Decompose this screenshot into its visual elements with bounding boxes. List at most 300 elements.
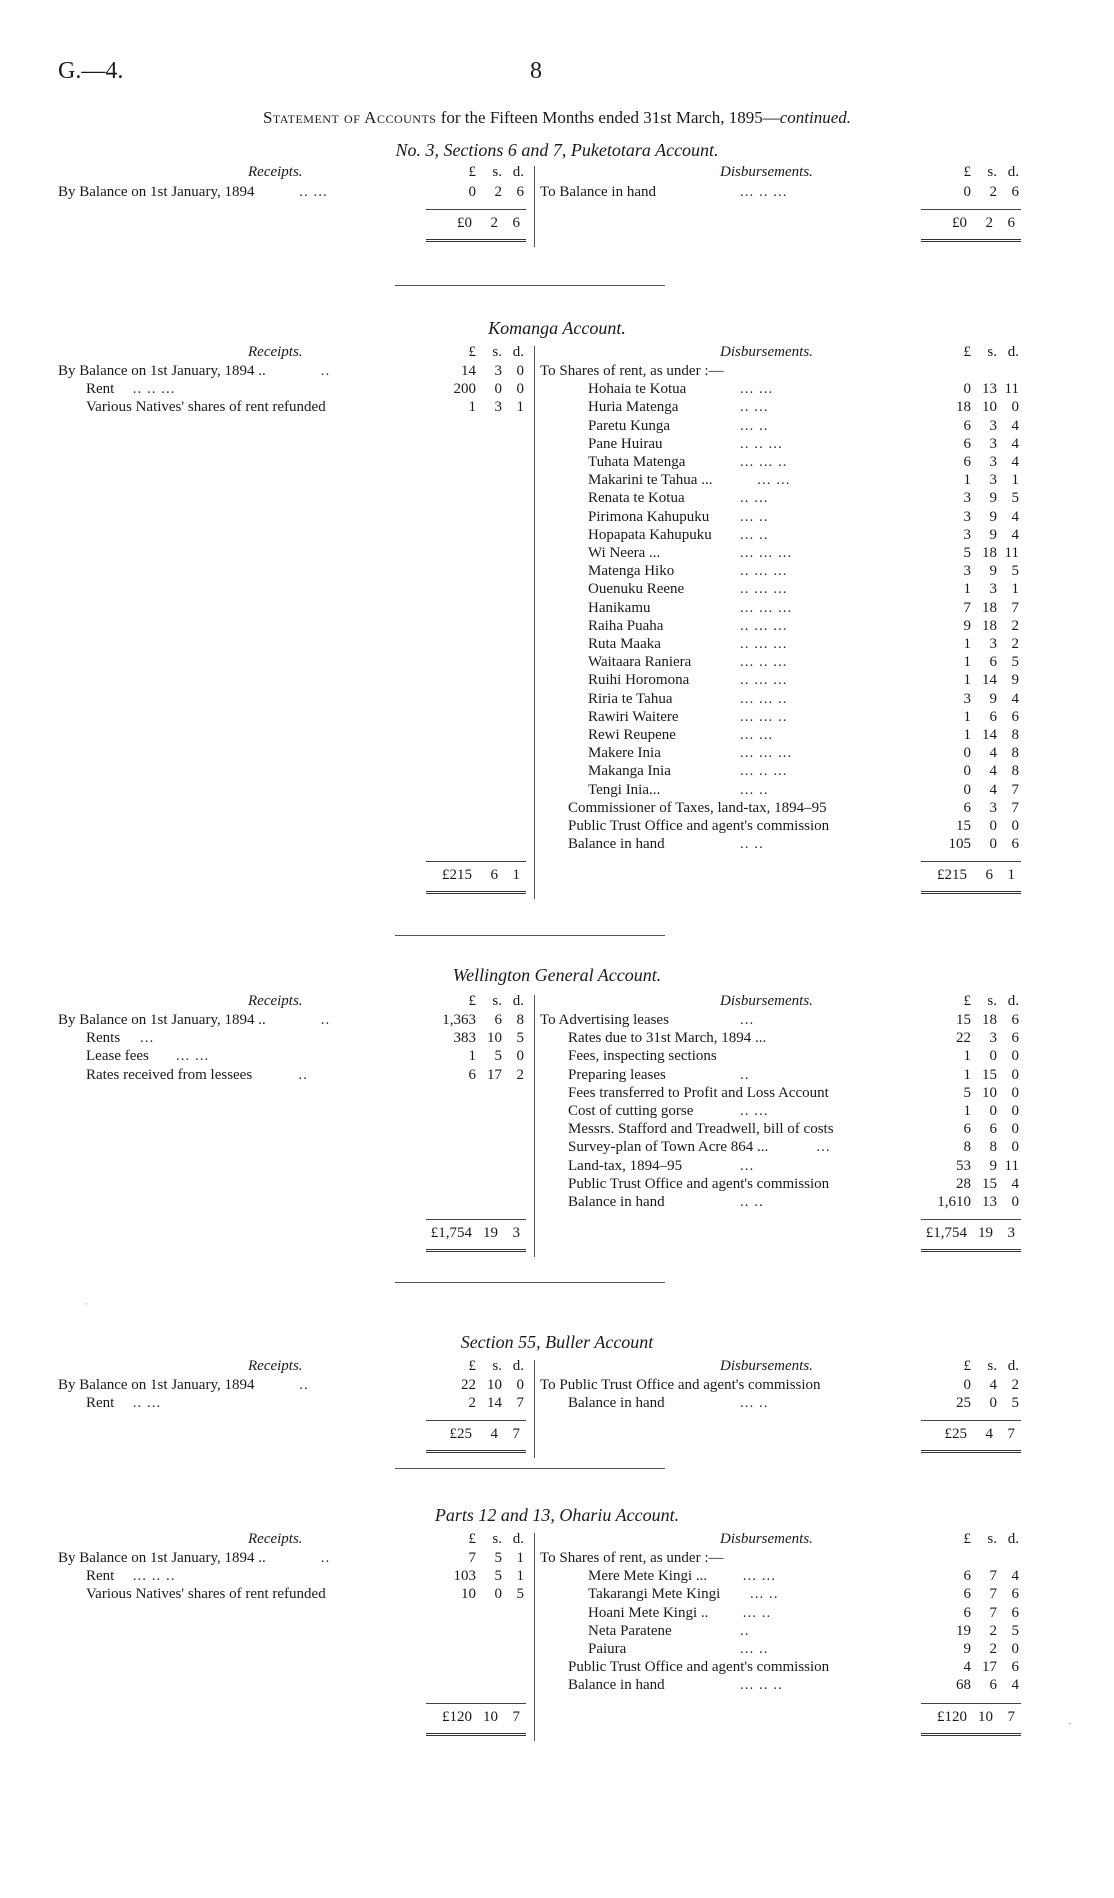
disbursement-pounds: 1: [963, 672, 971, 689]
leader-dots: ... ... ..: [740, 690, 788, 707]
disbursement-amount: [927, 1011, 1019, 1029]
disbursement-label: Hanikamu: [588, 599, 651, 616]
disbursement-shillings: 3: [989, 417, 997, 434]
disbursement-amount: [927, 690, 1019, 708]
receipt-pence: 1: [516, 399, 524, 416]
document-reference: G.—4.: [58, 58, 124, 84]
receipts-heading: Receipts.: [248, 1358, 303, 1374]
disbursement-amount: [927, 1175, 1019, 1193]
disbursement-shillings: 17: [982, 1659, 997, 1676]
disbursement-pounds: 3: [963, 526, 971, 543]
leader-dots: .. ..: [740, 1194, 764, 1210]
receipt-pounds: 22: [461, 1377, 476, 1393]
disbursement-label: Mere Mete Kingi ...: [588, 1568, 708, 1585]
disbursements-total-pounds: £0: [952, 215, 967, 232]
disbursement-pounds: 3: [963, 690, 971, 707]
receipts-total-double-rule: [426, 891, 526, 897]
disbursement-pounds: 1,610: [937, 1194, 971, 1210]
disbursements-total-pence: 7: [1007, 1708, 1015, 1725]
disbursement-row: [540, 671, 1019, 689]
currency-pounds: £: [963, 344, 971, 360]
disbursement-pounds: 0: [963, 781, 971, 798]
receipt-shillings: 10: [487, 1030, 502, 1047]
receipt-shillings: 5: [494, 1048, 502, 1065]
statement-continued: continued.: [779, 108, 852, 127]
receipt-row: [58, 398, 534, 416]
receipts-total: [428, 1426, 520, 1443]
disbursement-pounds: 6: [963, 1586, 971, 1603]
disbursement-shillings: 6: [989, 1121, 997, 1138]
disbursement-label: Pirimona Kahupuku: [588, 508, 710, 525]
receipts-currency-header: [432, 1358, 524, 1375]
receipt-pounds: 0: [468, 184, 476, 200]
disbursement-amount: [927, 1193, 1019, 1211]
receipt-pence: 8: [516, 1012, 524, 1028]
disbursement-label: Rawiri Waitere: [588, 708, 679, 725]
disbursements-total: [923, 1426, 1015, 1443]
disbursement-label: Preparing leases: [568, 1066, 666, 1083]
leader-dots: ... .. ..: [740, 1677, 783, 1694]
disbursement-pounds: 1: [963, 1066, 971, 1083]
receipt-amount: [432, 1585, 524, 1603]
leader-dots: .. .. ...: [740, 435, 783, 452]
receipts-total-rule: [426, 861, 526, 862]
disbursements-total-shillings: 19: [978, 1225, 993, 1242]
disbursement-label: Public Trust Office and agent's commission: [568, 1659, 830, 1676]
disbursement-pence: 8: [1011, 745, 1019, 762]
receipt-amount: [432, 1011, 524, 1029]
disbursement-shillings: 0: [989, 836, 997, 853]
disbursement-label: Renata te Kotua: [588, 490, 685, 507]
receipt-row: [58, 1066, 534, 1084]
disbursement-row: [540, 544, 1019, 562]
disbursement-row: [540, 526, 1019, 544]
receipts-total: [428, 1709, 520, 1726]
disbursement-amount: [927, 1047, 1019, 1065]
disbursements-total-rule: [921, 861, 1021, 862]
receipt-pence: 7: [516, 1395, 524, 1412]
page-number: 8: [530, 58, 542, 84]
disbursement-shillings: 13: [982, 381, 997, 398]
disbursement-shillings: 9: [989, 690, 997, 707]
disbursement-shillings: 18: [982, 599, 997, 616]
leader-dots: ..: [320, 363, 331, 379]
receipt-shillings: 10: [487, 1377, 502, 1393]
disbursement-label: Wi Neera ...: [588, 545, 661, 561]
receipts-total-shillings: 4: [490, 1426, 498, 1443]
disbursement-pence: 0: [1011, 1194, 1019, 1210]
disbursement-pence: 6: [1011, 184, 1019, 200]
disbursements-currency-header: [927, 164, 1019, 181]
disbursement-row: [540, 183, 1019, 201]
stray-mark: ·: [1068, 1716, 1072, 1730]
disbursement-label: Ruihi Horomona: [588, 672, 690, 689]
account-title: Section 55, Buller Account: [460, 1332, 654, 1352]
receipts-total-pence: 7: [512, 1708, 520, 1725]
receipts-total-pounds: £25: [449, 1426, 472, 1443]
receipt-shillings: 3: [494, 399, 502, 416]
disbursement-row: [540, 1549, 1010, 1567]
disbursement-row: [540, 580, 1019, 598]
disbursement-pence: 1: [1011, 581, 1019, 598]
receipt-row: [58, 362, 534, 380]
section-separator: [395, 1468, 665, 1469]
disbursement-pounds: 5: [963, 1084, 971, 1101]
currency-pence: d.: [512, 1531, 524, 1547]
leader-dots: .. ...: [299, 184, 328, 200]
disbursement-row: [540, 1376, 1019, 1394]
disbursements-total-pence: 6: [1007, 215, 1015, 232]
disbursements-total-pounds: £25: [944, 1426, 967, 1443]
receipt-row: [58, 1549, 534, 1567]
disbursement-amount: [927, 562, 1019, 580]
disbursement-amount: [927, 671, 1019, 689]
disbursement-row: [540, 1029, 1019, 1047]
disbursement-pence: 6: [1011, 1030, 1019, 1047]
disbursements-total-rule: [921, 1703, 1021, 1704]
leader-dots: ... ..: [750, 1586, 779, 1603]
disbursement-pence: 4: [1011, 526, 1019, 543]
disbursement-pounds: 25: [956, 1395, 971, 1412]
leader-dots: .. ..: [740, 836, 764, 853]
disbursement-shillings: 14: [982, 727, 997, 743]
receipts-heading: Receipts.: [248, 344, 303, 360]
disbursement-pence: 4: [1011, 1677, 1019, 1694]
disbursement-amount: [927, 380, 1019, 398]
currency-shillings: s.: [987, 1358, 997, 1374]
disbursement-shillings: 9: [989, 490, 997, 507]
currency-pence: d.: [1007, 993, 1019, 1009]
account-title: Parts 12 and 13, Ohariu Account.: [434, 1505, 680, 1525]
disbursement-label: Land-tax, 1894–95: [568, 1157, 683, 1174]
disbursement-shillings: 2: [989, 184, 997, 200]
disbursement-pounds: 15: [956, 1012, 971, 1028]
receipts-total-pence: 3: [512, 1225, 520, 1242]
disbursement-row: [540, 817, 1019, 835]
currency-pounds: £: [468, 1358, 476, 1374]
receipts-total-shillings: 10: [483, 1708, 498, 1725]
receipt-label: Various Natives' shares of rent refunded: [86, 399, 326, 416]
disbursement-shillings: 9: [989, 1157, 997, 1174]
disbursement-pounds: 8: [963, 1139, 971, 1156]
disbursement-pence: 0: [1011, 1084, 1019, 1101]
disbursement-shillings: 15: [982, 1175, 997, 1192]
disbursement-row: [540, 1175, 1019, 1193]
disbursement-label: Survey-plan of Town Acre 864 ...: [568, 1139, 769, 1156]
disbursement-amount: [927, 1138, 1019, 1156]
receipt-amount: [432, 1029, 524, 1047]
leader-dots: ..: [740, 1066, 750, 1083]
leader-dots: .. ... ...: [740, 636, 788, 652]
disbursement-label: To Advertising leases: [540, 1012, 669, 1028]
leader-dots: ... ..: [742, 1604, 772, 1621]
disbursement-label: Tengi Inia...: [588, 781, 661, 798]
currency-pounds: £: [468, 164, 476, 180]
receipts-total-shillings: 6: [490, 867, 498, 884]
disbursement-pounds: 0: [963, 1377, 971, 1393]
disbursement-shillings: 7: [989, 1568, 997, 1585]
disbursement-pounds: 3: [963, 508, 971, 525]
disbursement-amount: [927, 617, 1019, 635]
disbursement-shillings: 10: [982, 1084, 997, 1101]
receipt-row: [58, 1394, 534, 1412]
disbursement-amount: [927, 653, 1019, 671]
receipt-label: By Balance on 1st January, 1894 ..: [58, 1012, 266, 1028]
currency-shillings: s.: [987, 164, 997, 180]
disbursement-label: Hohaia te Kotua: [588, 381, 687, 398]
disbursement-row: [540, 1157, 1019, 1175]
disbursement-row: [540, 380, 1019, 398]
receipt-pence: 6: [516, 184, 524, 200]
disbursement-label: Hoani Mete Kingi ..: [588, 1604, 709, 1621]
disbursement-amount: [927, 471, 1019, 489]
receipts-total-rule: [426, 209, 526, 210]
receipt-pence: 5: [516, 1030, 524, 1047]
leader-dots: .. ...: [740, 399, 769, 416]
disbursement-label: To Shares of rent, as under :—: [540, 363, 724, 379]
currency-shillings: s.: [492, 1531, 502, 1547]
disbursement-label: Huria Matenga: [588, 399, 679, 416]
receipt-pounds: 6: [468, 1066, 476, 1083]
receipt-row: [58, 1047, 534, 1065]
disbursement-pence: 4: [1011, 417, 1019, 434]
disbursement-amount: [927, 489, 1019, 507]
disbursement-amount: [927, 435, 1019, 453]
receipt-label: By Balance on 1st January, 1894 ..: [58, 363, 266, 379]
currency-shillings: s.: [492, 993, 502, 1009]
currency-shillings: s.: [492, 344, 502, 360]
disbursement-label: Messrs. Stafford and Treadwell, bill of costs: [568, 1121, 834, 1138]
disbursement-row: [540, 398, 1019, 416]
disbursement-row: [540, 635, 1019, 653]
disbursement-shillings: 3: [989, 472, 997, 489]
disbursement-label: Tuhata Matenga: [588, 454, 686, 470]
disbursement-row: [540, 781, 1019, 799]
receipt-amount: [432, 183, 524, 201]
disbursement-shillings: 15: [982, 1066, 997, 1083]
disbursement-amount: [927, 1604, 1019, 1622]
receipts-total: [428, 215, 520, 232]
disbursement-pence: 0: [1011, 1048, 1019, 1065]
leader-dots: ..: [299, 1377, 309, 1393]
disbursement-shillings: 10: [982, 399, 997, 416]
receipts-total-rule: [426, 1219, 526, 1220]
disbursement-label: Raiha Puaha: [588, 617, 664, 634]
disbursement-label: Public Trust Office and agent's commission: [568, 1175, 830, 1192]
receipts-heading: Receipts.: [248, 164, 303, 180]
currency-shillings: s.: [987, 1531, 997, 1547]
disbursements-total-shillings: 2: [985, 215, 993, 232]
disbursement-amount: [927, 1394, 1019, 1412]
leader-dots: ... ... ..: [740, 454, 788, 470]
disbursement-label: Rates due to 31st March, 1894 ...: [568, 1030, 767, 1047]
disbursement-amount: [927, 726, 1019, 744]
disbursement-pence: 5: [1011, 563, 1019, 580]
receipt-label: By Balance on 1st January, 1894 ..: [58, 1550, 266, 1566]
receipts-currency-header: [432, 344, 524, 361]
disbursement-amount: [927, 1658, 1019, 1676]
column-divider: [534, 995, 535, 1257]
currency-pence: d.: [1007, 164, 1019, 180]
disbursement-row: [540, 508, 1019, 526]
disbursements-total-double-rule: [921, 1249, 1021, 1255]
receipt-pence: 1: [516, 1568, 524, 1585]
receipt-label: By Balance on 1st January, 1894: [58, 184, 255, 200]
currency-pence: d.: [512, 1358, 524, 1374]
leader-dots: ... ..: [740, 417, 769, 434]
disbursements-total-shillings: 10: [978, 1708, 993, 1725]
receipt-amount: [432, 398, 524, 416]
disbursements-total-pence: 1: [1007, 867, 1015, 884]
disbursement-pounds: 1: [963, 1048, 971, 1065]
disbursement-amount: [927, 183, 1019, 201]
disbursement-amount: [927, 744, 1019, 762]
disbursement-amount: [927, 1585, 1019, 1603]
disbursement-shillings: 8: [989, 1139, 997, 1156]
leader-dots: .. ...: [740, 1103, 769, 1119]
receipt-shillings: 17: [487, 1066, 502, 1083]
disbursement-row: [540, 690, 1019, 708]
disbursement-amount: [927, 1676, 1019, 1694]
disbursement-pounds: 1: [963, 1103, 971, 1119]
leader-dots: ... ...: [742, 1568, 777, 1585]
disbursement-amount: [927, 1029, 1019, 1047]
receipt-shillings: 14: [487, 1395, 502, 1412]
disbursement-shillings: 6: [989, 1677, 997, 1694]
receipt-amount: [432, 1549, 524, 1567]
disbursement-shillings: 3: [989, 581, 997, 598]
leader-dots: ... ...: [740, 381, 774, 398]
disbursement-shillings: 6: [989, 708, 997, 725]
receipt-pounds: 2: [468, 1395, 476, 1412]
disbursement-pence: 5: [1011, 654, 1019, 671]
disbursement-pounds: 1: [963, 472, 971, 489]
disbursements-total-rule: [921, 1219, 1021, 1220]
receipts-total-shillings: 2: [490, 215, 498, 232]
leader-dots: .. ... ...: [740, 563, 788, 580]
disbursement-row: [540, 1676, 1019, 1694]
disbursement-pence: 0: [1011, 1066, 1019, 1083]
column-divider: [534, 166, 535, 247]
receipt-label: Rent: [86, 1568, 115, 1585]
leader-dots: ...: [740, 1012, 755, 1028]
disbursement-pence: 9: [1011, 672, 1019, 689]
leader-dots: ...: [140, 1030, 155, 1047]
disbursement-pence: 6: [1011, 708, 1019, 725]
receipt-pence: 2: [516, 1066, 524, 1083]
disbursement-pence: 0: [1011, 1641, 1019, 1657]
disbursement-amount: [927, 781, 1019, 799]
disbursement-label: Fees transferred to Profit and Loss Account: [568, 1084, 829, 1101]
disbursement-pence: 0: [1011, 1103, 1019, 1119]
receipt-amount: [432, 1376, 524, 1394]
disbursements-total-pence: 7: [1007, 1426, 1015, 1443]
account-title: Komanga Account.: [488, 318, 626, 338]
disbursement-amount: [927, 1157, 1019, 1175]
receipt-amount: [432, 1047, 524, 1065]
disbursement-shillings: 2: [989, 1622, 997, 1639]
disbursements-total: [923, 1225, 1015, 1242]
leader-dots: .. ...: [132, 1395, 162, 1412]
disbursements-heading: Disbursements.: [720, 993, 813, 1009]
leader-dots: ... ..: [740, 526, 769, 543]
receipts-total-pence: 6: [512, 215, 520, 232]
receipts-total-pounds: £215: [442, 867, 472, 884]
receipts-total-double-rule: [426, 1733, 526, 1739]
receipt-shillings: 3: [494, 363, 502, 379]
disbursement-pence: 7: [1011, 599, 1019, 616]
receipt-shillings: 0: [494, 381, 502, 398]
disbursements-total-pence: 3: [1007, 1225, 1015, 1242]
disbursement-amount: [927, 544, 1019, 562]
leader-dots: ... ..: [740, 508, 769, 525]
disbursement-label: Balance in hand: [568, 1677, 665, 1694]
disbursement-row: [540, 562, 1019, 580]
currency-pounds: £: [468, 344, 476, 360]
receipt-row: [58, 1376, 534, 1394]
disbursement-label: Rewi Reupene: [588, 727, 676, 743]
disbursement-amount: [927, 1084, 1019, 1102]
account-title: No. 3, Sections 6 and 7, Puketotara Account.: [395, 140, 719, 160]
disbursement-amount: [927, 526, 1019, 544]
disbursement-label: Cost of cutting gorse: [568, 1103, 694, 1119]
disbursement-shillings: 0: [989, 1103, 997, 1119]
disbursement-shillings: 7: [989, 1604, 997, 1621]
disbursement-row: [540, 1604, 1019, 1622]
disbursement-shillings: 0: [989, 1395, 997, 1412]
disbursement-pence: 4: [1011, 1568, 1019, 1585]
receipt-amount: [432, 1394, 524, 1412]
disbursement-amount: [927, 708, 1019, 726]
currency-pence: d.: [512, 993, 524, 1009]
receipts-total-pounds: £1,754: [430, 1225, 472, 1242]
disbursement-pounds: 0: [963, 763, 971, 780]
currency-pounds: £: [963, 1358, 971, 1374]
currency-shillings: s.: [987, 993, 997, 1009]
disbursements-total: [923, 215, 1015, 232]
leader-dots: ... ... ...: [740, 545, 793, 561]
disbursement-pounds: 6: [963, 1121, 971, 1138]
disbursements-currency-header: [927, 1531, 1019, 1548]
disbursement-row: [540, 362, 1010, 380]
disbursement-pounds: 105: [948, 836, 971, 853]
leader-dots: ... .. ...: [740, 184, 788, 200]
disbursement-shillings: 3: [989, 454, 997, 470]
disbursement-pence: 1: [1011, 472, 1019, 489]
leader-dots: ... ..: [740, 1395, 769, 1412]
disbursement-pounds: 6: [963, 799, 971, 816]
disbursement-pounds: 0: [963, 381, 971, 398]
disbursements-total-rule: [921, 209, 1021, 210]
disbursement-shillings: 3: [989, 799, 997, 816]
disbursement-label: Waitaara Raniera: [588, 654, 692, 671]
disbursement-row: [540, 744, 1019, 762]
disbursement-pounds: 1: [963, 636, 971, 652]
leader-dots: ...: [816, 1139, 831, 1156]
disbursement-pence: 4: [1011, 508, 1019, 525]
receipt-pounds: 383: [453, 1030, 476, 1047]
receipt-amount: [432, 1066, 524, 1084]
disbursement-label: Public Trust Office and agent's commission: [568, 818, 830, 834]
disbursement-label: To Public Trust Office and agent's commission: [540, 1377, 821, 1393]
leader-dots: ... ..: [740, 781, 769, 798]
disbursement-pence: 6: [1011, 1012, 1019, 1028]
disbursement-shillings: 3: [989, 435, 997, 452]
disbursement-pence: 11: [1004, 381, 1019, 398]
receipts-total: [428, 867, 520, 884]
receipt-pence: 0: [516, 1377, 524, 1393]
receipt-pence: 0: [516, 1048, 524, 1065]
